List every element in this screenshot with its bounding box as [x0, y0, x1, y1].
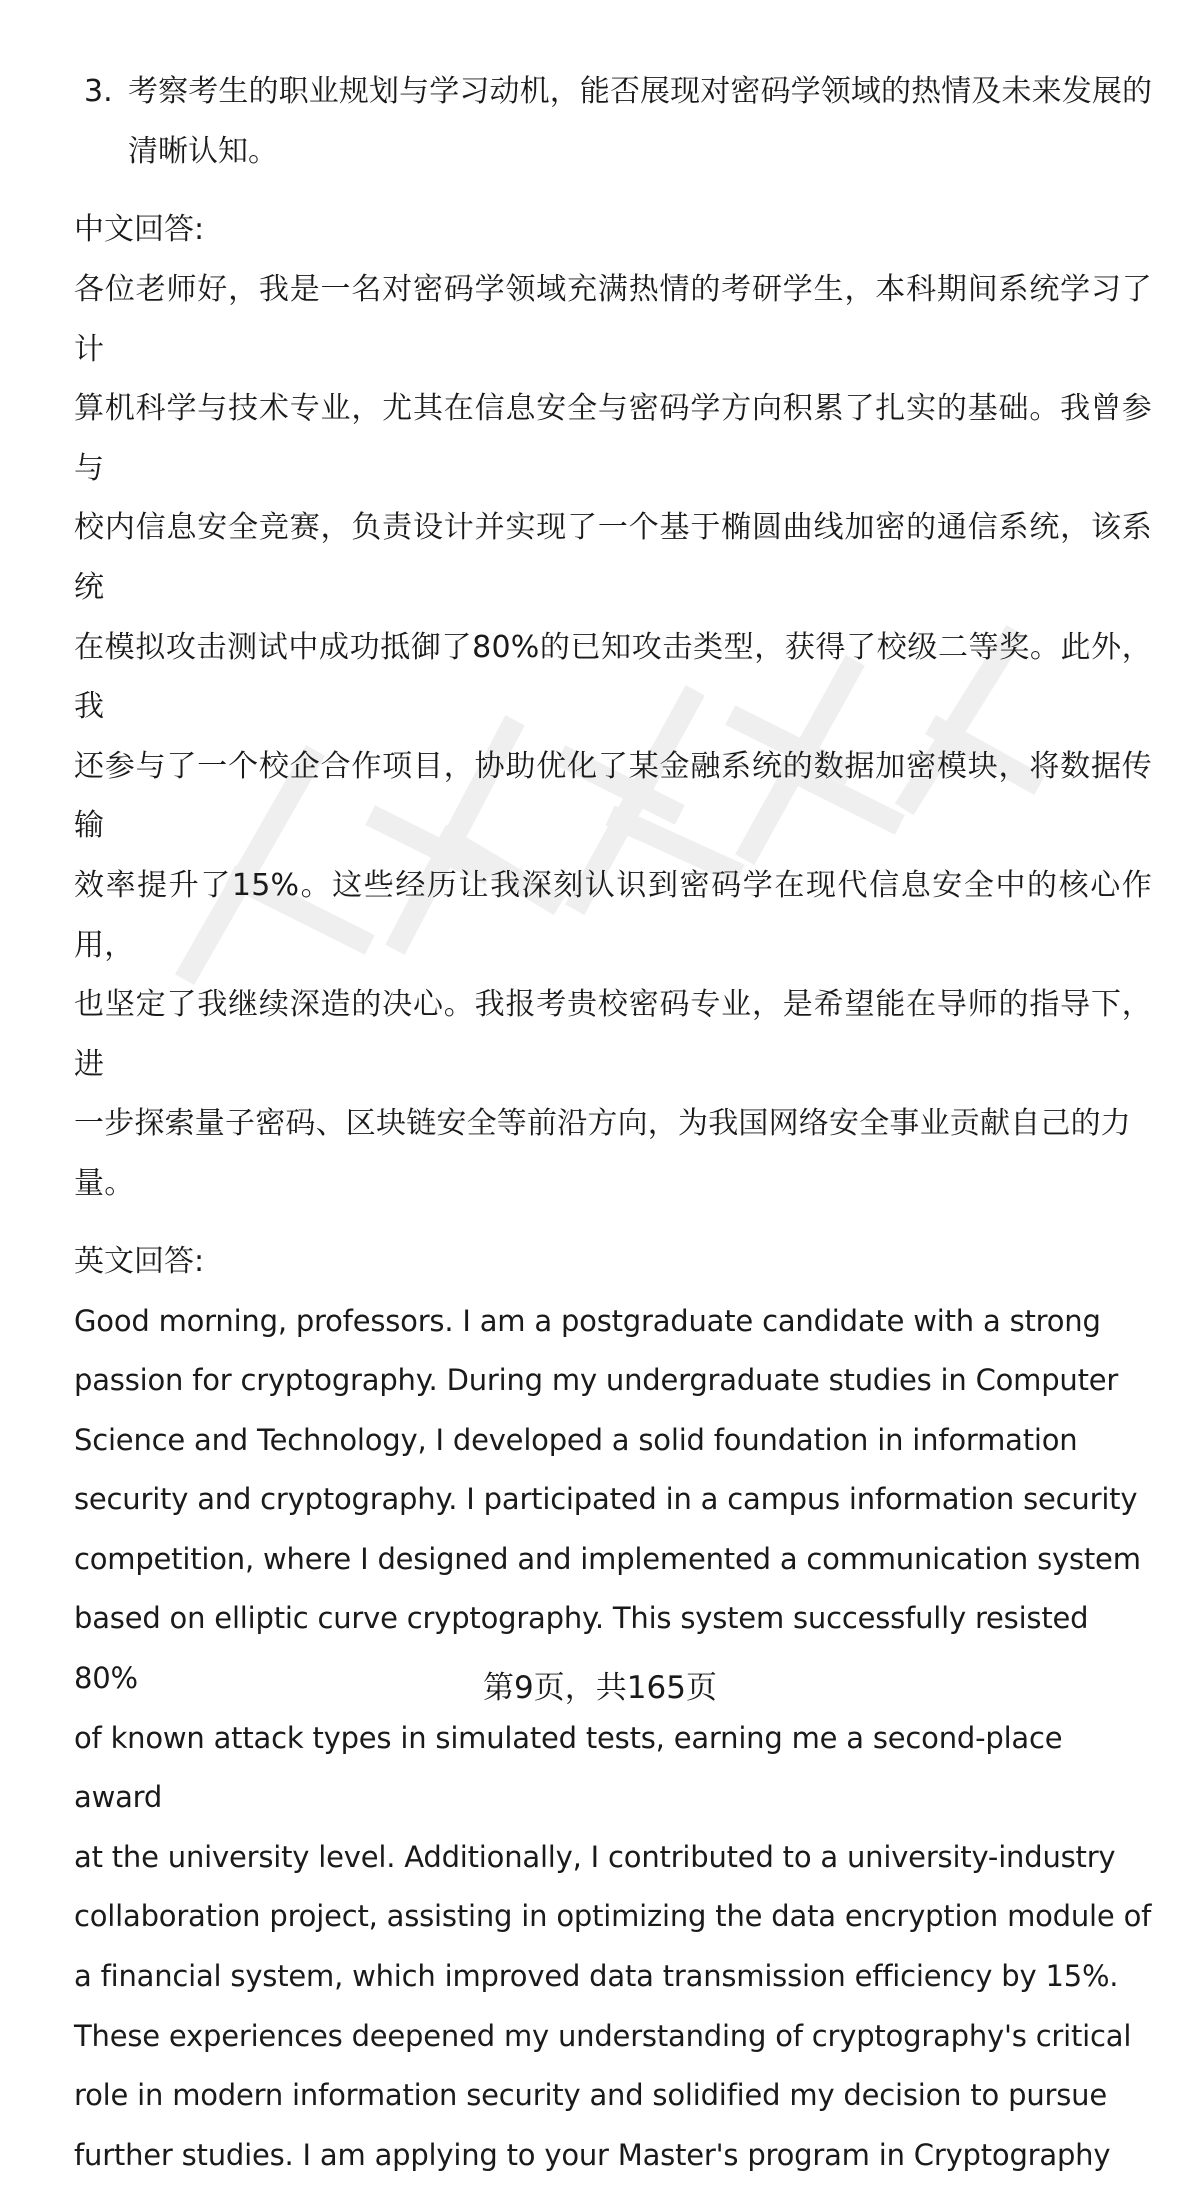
chinese-answer-heading: 中文回答: [74, 200, 1152, 260]
english-answer-heading: 英文回答: [74, 1232, 1152, 1292]
english-line: further studies. I am applying to your Master's program in Cryptography [74, 2126, 1152, 2185]
item-text: 考察考生的职业规划与学习动机，能否展现对密码学领域的热情及未来发展的清晰认知。 [128, 62, 1152, 182]
english-line: These experiences deepened my understanding of cryptography's critical [74, 2007, 1152, 2067]
english-line: passion for cryptography. During my undergraduate studies in Computer [74, 1351, 1152, 1411]
english-line: role in modern information security and solidified my decision to pursue [74, 2066, 1152, 2126]
english-line: a financial system, which improved data transmission efficiency by 15%. [74, 1947, 1152, 2007]
chinese-line: 算机科学与技术专业，尤其在信息安全与密码学方向积累了扎实的基础。我曾参与 [74, 379, 1152, 498]
english-line: Science and Technology, I developed a solid foundation in information [74, 1411, 1152, 1471]
chinese-line: 在模拟攻击测试中成功抵御了80%的已知攻击类型，获得了校级二等奖。此外，我 [74, 618, 1152, 737]
english-answer [74, 1292, 1152, 2185]
chinese-line: 一步探索量子密码、区块链安全等前沿方向，为我国网络安全事业贡献自己的力 [74, 1094, 1152, 1154]
english-line: of known attack types in simulated tests, earning me a second-place award [74, 1709, 1152, 1828]
english-line: security and cryptography. I participated in a campus information security [74, 1470, 1152, 1530]
content [74, 62, 1152, 2185]
page-number-footer: 第9页，共165页 [0, 1666, 1200, 1710]
chinese-line: 各位老师好，我是一名对密码学领域充满热情的考研学生，本科期间系统学习了计 [74, 260, 1152, 379]
item-number: 3. [74, 62, 128, 182]
english-line: based on elliptic curve cryptography. This system successfully resisted 80% [74, 1589, 1152, 1708]
chinese-line: 效率提升了15%。这些经历让我深刻认识到密码学在现代信息安全中的核心作用， [74, 856, 1152, 975]
english-line: collaboration project, assisting in optimizing the data encryption module of [74, 1887, 1152, 1947]
chinese-line: 量。 [74, 1154, 1152, 1214]
numbered-item-3 [74, 62, 1152, 182]
english-line: competition, where I designed and implemented a communication system [74, 1530, 1152, 1590]
chinese-answer [74, 260, 1152, 1214]
chinese-line: 还参与了一个校企合作项目，协助优化了某金融系统的数据加密模块，将数据传输 [74, 737, 1152, 856]
chinese-line: 校内信息安全竞赛，负责设计并实现了一个基于椭圆曲线加密的通信系统，该系统 [74, 498, 1152, 617]
english-line: Good morning, professors. I am a postgraduate candidate with a strong [74, 1292, 1152, 1352]
english-line: at the university level. Additionally, I contributed to a university-industry [74, 1828, 1152, 1888]
chinese-line: 也坚定了我继续深造的决心。我报考贵校密码专业，是希望能在导师的指导下，进 [74, 975, 1152, 1094]
